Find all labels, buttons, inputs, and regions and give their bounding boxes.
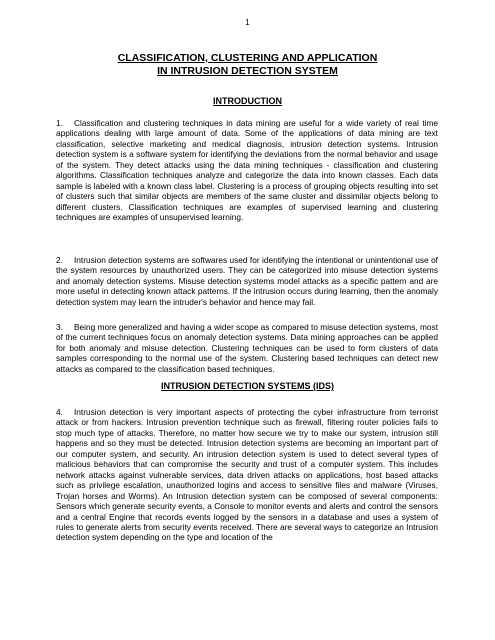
- paragraph-number: 4.: [56, 407, 63, 417]
- section-heading-ids: INTRUSION DETECTION SYSTEMS (IDS): [160, 381, 334, 391]
- section-heading-introduction: INTRODUCTION: [213, 96, 282, 106]
- paragraph-number: 2.: [56, 255, 63, 265]
- document-title: [40, 52, 455, 77]
- paragraph-1: [56, 118, 438, 223]
- paragraph-text: Intrusion detection systems are softwares used for identifying the intentional or unintentional use of the system resources by unauthorized users. They can be categorized into misuse detection systems and anomaly detection systems. Misuse detection systems model attacks as a specific pattern and are more useful in detecting known attack patterns. If the intrusion occurs during learning, then the anomaly detection system may learn the intruder's behavior and hence may fail.: [56, 255, 438, 307]
- paragraph-4: [56, 407, 438, 543]
- paragraph-number: 3.: [56, 322, 63, 332]
- title-line-1: CLASSIFICATION, CLUSTERING AND APPLICATION: [117, 52, 378, 64]
- page-number: 1: [245, 18, 250, 27]
- title-line-2: IN INTRUSION DETECTION SYSTEM: [157, 64, 338, 77]
- paragraph-text: Classification and clustering techniques in data mining are useful for a wide variety of real time applications dealing with large amount of data. Some of the applications of data mining are text classification, selective marketing and medical diagnosis, intrusion detection systems. Intrusion detection system is a software system for identifying the deviations from the normal behavior and usage of the system. They detect attacks using the data mining techniques - classification and clustering algorithms. Classification techniques analyze and categorize the data into known classes. Each data sample is labeled with a known class label. Clustering is a process of grouping objects resulting into set of clusters such that similar objects are members of the same cluster and dissimilar objects belong to different clusters. Classification techniques are examples of supervised learning and clustering techniques are examples of unsupervised learning.: [56, 118, 438, 223]
- paragraph-text: Being more generalized and having a wider scope as compared to misuse detection systems, most of the current techniques focus on anomaly detection systems. Data mining approaches can be applied for both anomaly and misuse detection. Clustering techniques can be used to form clusters of data samples corresponding to the normal use of the system. Clustering based techniques can detect new attacks as compared to the classification based techniques.: [56, 322, 438, 374]
- paragraph-number: 1.: [56, 118, 63, 128]
- paragraph-2: [56, 255, 438, 307]
- paragraph-3: [56, 322, 438, 374]
- paragraph-text: Intrusion detection is very important aspects of protecting the cyber infrastructure from terrorist attack or from hackers. Intrusion prevention technique such as firewall, filtering router policies fails to stop much type of attacks. Therefore, no matter how secure we try to make our system, intrusion still happens and so they must be detected. Intrusion detection systems are becoming an important part of our computer system, and security. An intrusion detection system is used to detect several types of malicious behaviors that can compromise the security and trust of a computer system. This includes network attacks against vulnerable services, data driven attacks on applications, host based attacks such as privilege escalation, unauthorized logins and access to sensitive files and malware (Viruses, Trojan horses and Worms). An Intrusion detection system can be composed of several components: Sensors which generate security events, a Console to monitor events and alerts and control the sensors and a central Engine that records events logged by the sensors in a database and uses a system of rules to generate alerts from security events received. There are several ways to categorize an Intrusion detection system depending on the type and location of the: [56, 407, 438, 543]
